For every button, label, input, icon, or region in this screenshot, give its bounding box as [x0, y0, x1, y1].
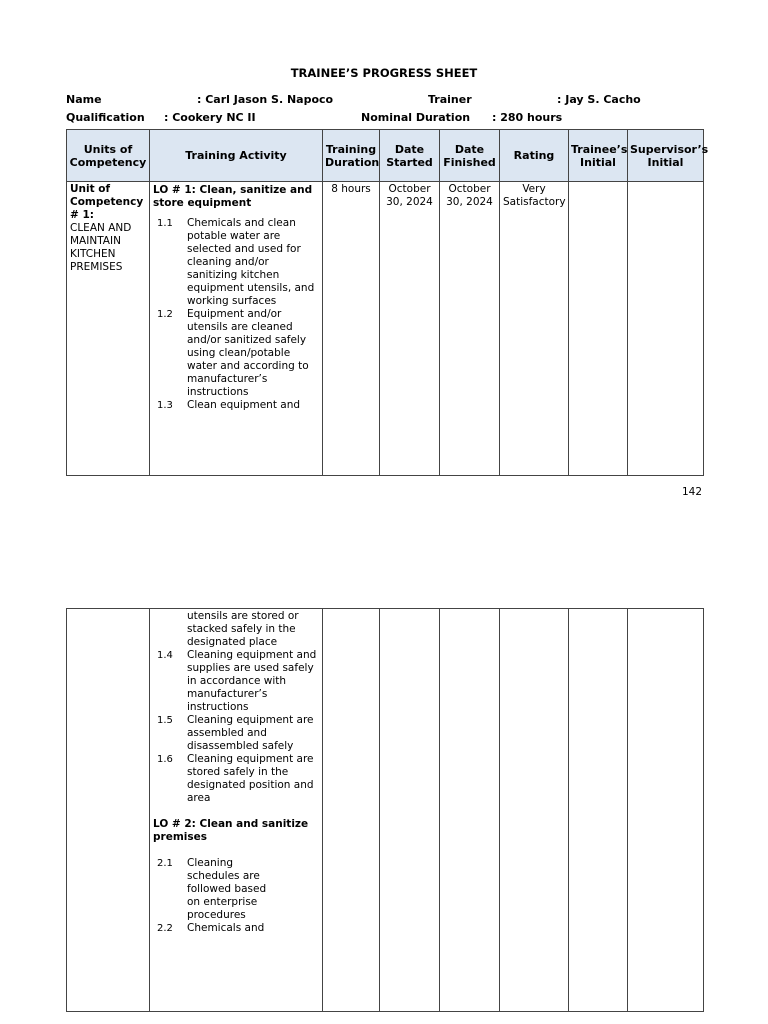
- page-title: TRAINEE’S PROGRESS SHEET: [290, 66, 478, 80]
- list-item: [153, 753, 319, 805]
- item-number: 1.3: [157, 400, 173, 411]
- name-value: : Carl Jason S. Napoco: [197, 93, 334, 106]
- duration-cell: 8 hours: [323, 182, 380, 476]
- list-item: [153, 399, 319, 412]
- list-item: [153, 308, 319, 399]
- duration-value: : 280 hours: [492, 111, 563, 124]
- item-text: Clean equipment and: [187, 399, 301, 411]
- col-header-trainee-initial: Trainee’s Initial: [569, 130, 628, 182]
- item-number: 1.1: [157, 218, 173, 229]
- list-item: [153, 610, 319, 649]
- item-text: Cleaning equipment are stored safely in the designated position and area: [187, 753, 314, 804]
- date-started-cell: October 30, 2024: [380, 182, 440, 476]
- item-text: Cleaning equipment and supplies are used safely in accordance with manufacturer’s instructions: [187, 649, 317, 713]
- col-header-duration: Training Duration: [323, 130, 380, 182]
- col-header-rating: Rating: [500, 130, 569, 182]
- trainer-label: Trainer: [428, 93, 472, 106]
- list-item: [153, 714, 319, 753]
- item-text-continued: utensils are stored or stacked safely in the designated place: [187, 610, 299, 648]
- item-text: Chemicals and clean potable water are selected and used for cleaning and/or sanitizing kitchen equipment utensils, and working surfaces: [187, 217, 315, 307]
- lo1-heading: LO # 1: Clean, sanitize and store equipment: [153, 184, 313, 209]
- trainer-value: : Jay S. Cacho: [557, 93, 641, 106]
- lo2-heading: LO # 2: Clean and sanitize premises: [153, 818, 309, 843]
- col-header-units: Units of Competency: [67, 130, 150, 182]
- qualification-label: Qualification: [66, 111, 145, 124]
- item-text: Cleaning equipment are assembled and disassembled safely: [187, 714, 314, 752]
- duration-label: Nominal Duration: [361, 111, 471, 124]
- list-item: [153, 922, 319, 935]
- item-number: 1.6: [157, 754, 173, 765]
- activity-cell: [150, 182, 323, 476]
- col-header-activity: Training Activity: [150, 130, 323, 182]
- unit-cell: [67, 609, 150, 1012]
- rating-cell: Very Satisfactory: [500, 182, 569, 476]
- list-item: [153, 857, 319, 922]
- item-text: Equipment and/or utensils are cleaned and/or sanitized safely using clean/potable water and according to manufacturer’s instructions: [187, 308, 309, 398]
- unit-name: CLEAN AND MAINTAIN KITCHEN PREMISES: [70, 222, 132, 273]
- page-number: 142: [682, 486, 703, 498]
- name-label: Name: [66, 93, 102, 106]
- item-number: 1.2: [157, 309, 173, 320]
- item-number: 1.5: [157, 715, 173, 726]
- trainee-initial-cell: [569, 182, 628, 476]
- date-finished-cell: October 30, 2024: [440, 182, 500, 476]
- col-header-date-finished: Date Finished: [440, 130, 500, 182]
- progress-table-page2: [66, 608, 704, 1012]
- unit-title: Unit of Competency # 1:: [70, 183, 144, 221]
- list-item: [153, 217, 319, 308]
- progress-table-page1: [66, 129, 709, 476]
- unit-cell: [67, 182, 150, 476]
- item-number: 1.4: [157, 650, 173, 661]
- item-number: 2.1: [157, 858, 173, 869]
- item-text: Chemicals and: [187, 922, 265, 934]
- qualification-value: : Cookery NC II: [164, 111, 256, 124]
- col-header-supervisor-initial: Supervisor’s Initial: [628, 130, 704, 182]
- item-text: Cleaning schedules are followed based on enterprise procedures: [187, 857, 267, 921]
- activity-cell: [150, 609, 323, 1012]
- col-header-date-started: Date Started: [380, 130, 440, 182]
- item-number: 2.2: [157, 923, 173, 934]
- list-item: [153, 649, 319, 714]
- supervisor-initial-cell: [628, 182, 704, 476]
